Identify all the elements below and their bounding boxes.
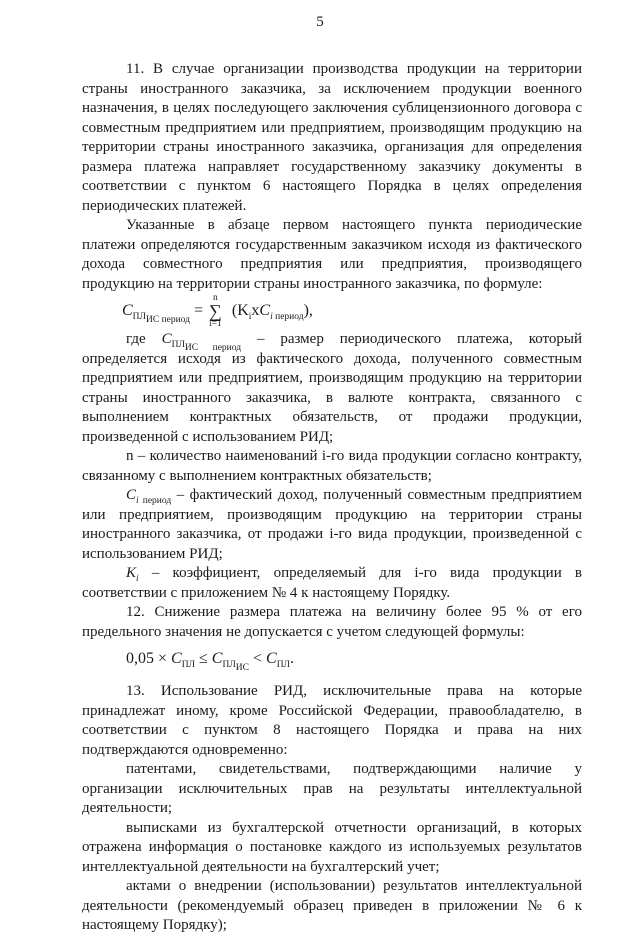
paragraph-acts: актами о внедрении (использовании) результатов интеллектуальной деятельности (рекомендуемый образец приведен в приложении № 6 к настоящему Порядку); [82,878,582,933]
formula-payment-limit: $0,05 \times C_{ПЛ} \le C_{ПЛ_{ИС}} < C_{ПЛ}$. [126,650,294,674]
paragraph-periodic-payments: Указанные в абзаце первом настоящего пункта периодические платежи определяются государственным заказчиком исходя из фактического дохода совместного предприятия или предприятия, производящего продукцию на территории страны иностранного заказчика, по формуле: [82,217,582,292]
paragraph-extracts: выписками из бухгалтерской отчетности организаций, в которых отражена информация о постановке каждого из используемых результатов интеллектуальной деятельности на бухгалтерский учет; [82,819,582,875]
n-definition: n – количество наименований i-го вида продукции согласно контракту, связанному с выполнением контрактных обязательств; [82,448,582,484]
ci-definition: $C_{i период}$ – фактический доход, полученный совместным предприятием или предприятием, производящим продукцию на территории страны иностранного заказчика, от продажи i-го вида продукции, произведенной с использованием РИД; [82,487,583,562]
formula-periodic-payment: $C_{ПЛ_{ИС период}}$ = ∑ n i=1 $(K_ixC_{i период})$, [122,292,313,330]
document-body [82,60,582,936]
paragraph-patents: патентами, свидетельствами, подтверждающими наличие у организации исключительных прав на результаты интеллектуальной деятельности; [82,761,582,816]
paragraph-13: 13. Использование РИД, исключительные права на которые принадлежат иному, кроме Российской Федерации, правообладателю, в соответствии с пунктом 8 настоящего Порядка и права на них подтверждаются одновременно: [82,683,582,758]
paragraph-11: 11. В случае организации производства продукции на территории страны иностранного заказчика, за исключением продукции военного назначения, в целях последующего заключения сублицензионного договора с совместным предприятием или предприятием, производящим продукцию на территории страны иностранного заказчика, организация для определения размера платежа направляет государственному заказчику документы в соответствии с пунктом 6 настоящего Порядка в целях определения периодических платежей. [82,61,582,214]
page-number: 5 [316,14,324,30]
where-definition: где $C_{ПЛ_{ИС период}}$ – размер периодического платежа, который определяется исходя из фактического дохода, полученного совместным предприятием или предприятием, производящим продукцию на территории страны иностранного заказчика, в валюте контракта, связанного с выполнением контрактных обязательств, от продажи продукции, произведенной с использованием РИД; [82,331,582,445]
ki-definition: $K_i$ – коэффициент, определяемый для i-го вида продукции в соответствии с приложением № 4 к настоящему Порядку. [82,565,583,601]
paragraph-12: 12. Снижение размера платежа на величину более 95 % от его предельного значения не допускается с учетом следующей формулы: [82,604,582,640]
